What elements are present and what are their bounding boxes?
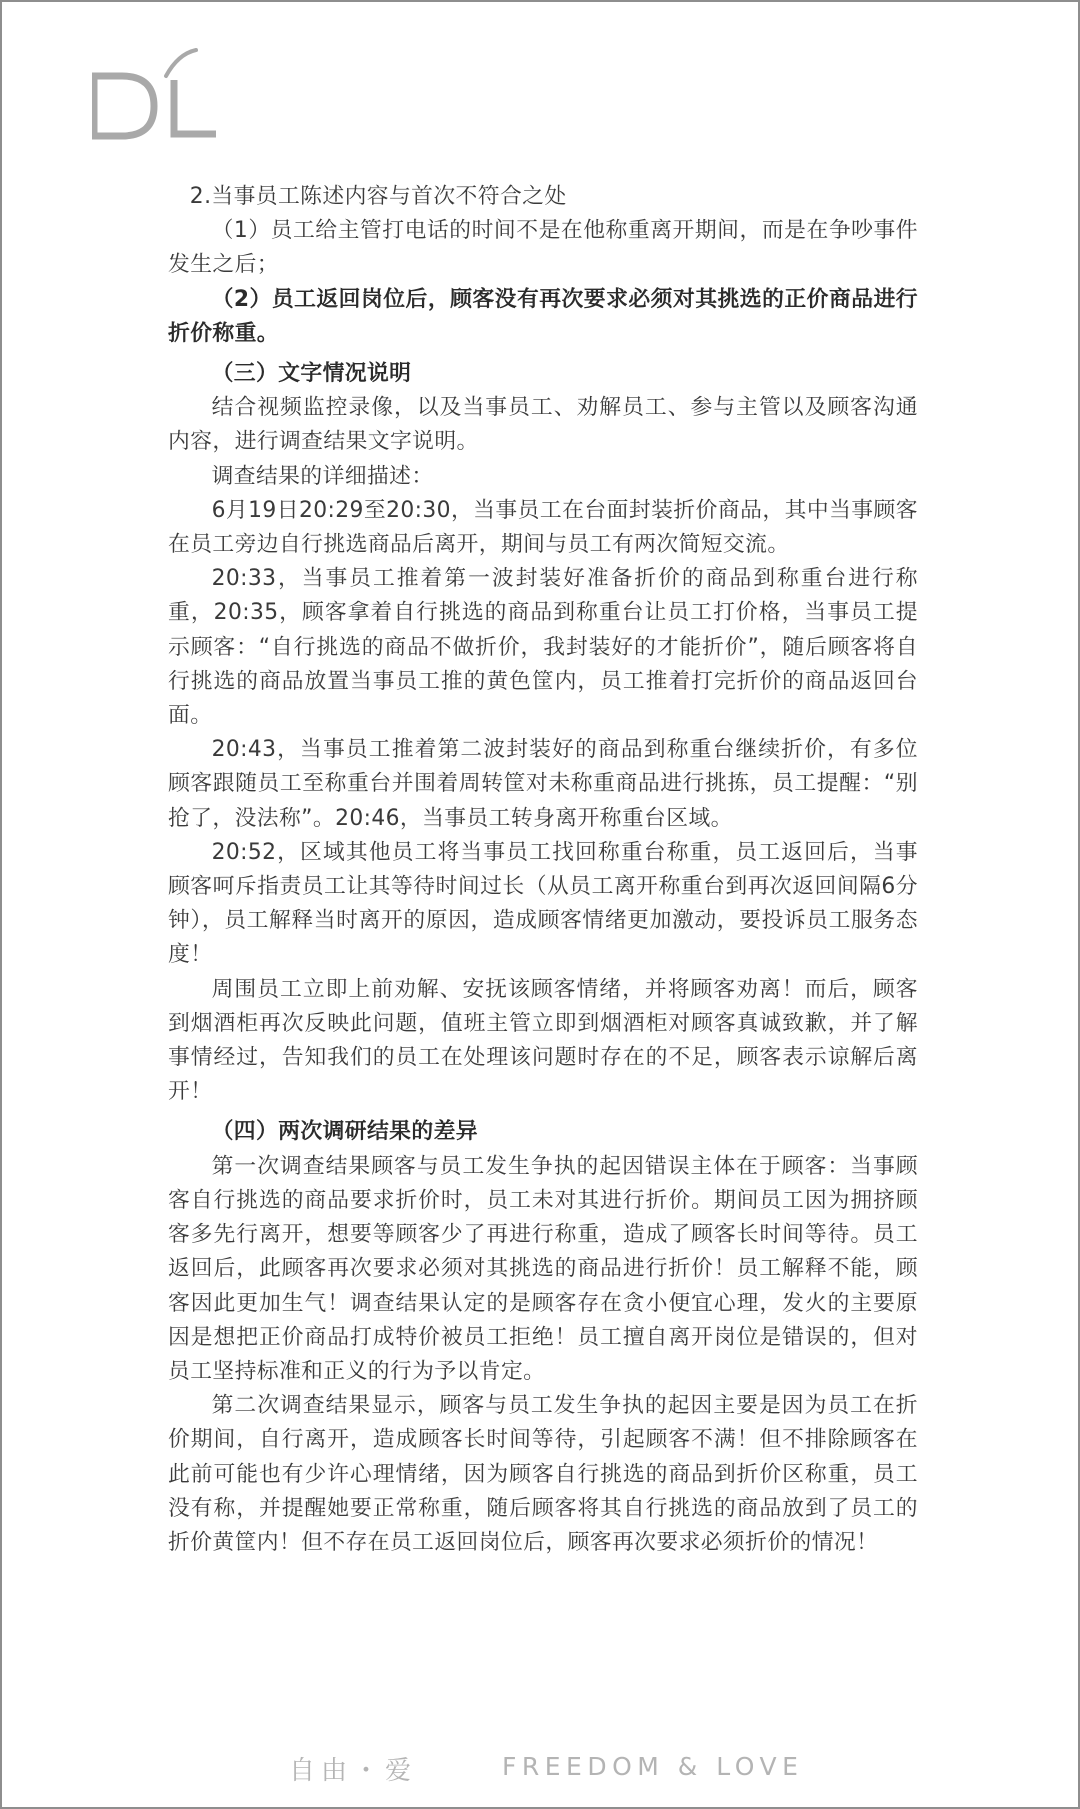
footer-english-slogan: FREEDOM & LOVE — [502, 1752, 804, 1781]
paragraph: 2.当事员工陈述内容与首次不符合之处 — [189, 184, 567, 209]
paragraph: 第二次调查结果显示，顾客与员工发生争执的起因主要是因为员工在折价期间，自行离开，造成顾客长时间等待，引起顾客不满！但不排除顾客在此前可能也有少许心理情绪，因为顾客自行挑选的商品到折价区称重，员工没有称，并提醒她要正常称重，随后顾客将其自行挑选的商品放到了员工的折价黄筐内！但不存在员工返回岗位后，顾客再次要求必须折价的情况！ — [168, 1393, 918, 1555]
footer-chinese-slogan: 自由・爱 — [289, 1756, 418, 1786]
paragraph: 20:52，区域其他员工将当事员工找回称重台称重，员工返回后，当事顾客呵斥指责员工让其等待时间过长（从员工离开称重台到再次返回间隔6分钟），员工解释当时离开的原因，造成顾客情绪更加激动，要投诉员工服务态度！ — [168, 839, 918, 968]
dl-monogram-icon — [92, 46, 222, 146]
paragraph: 20:43，当事员工推着第二波封装好的商品到称重台继续折价，有多位顾客跟随员工至称重台并围着周转筐对未称重商品进行挑拣，员工提醒：“别抢了，没法称”。20:46，当事员工转身离开称重台区域。 — [168, 737, 918, 831]
footer — [2, 1750, 1080, 1790]
paragraph: 调查结果的详细描述： — [211, 463, 434, 489]
paragraph: （2）员工返回岗位后，顾客没有再次要求必须对其挑选的正价商品进行折价称重。 — [168, 286, 918, 346]
paragraph: 20:33，当事员工推着第一波封装好准备折价的商品到称重台进行称重，20:35，顾客拿着自行挑选的商品到称重台让员工打价格，当事员工提示顾客：“自行挑选的商品不做折价，我封装好的才能折价”，随后顾客将自行挑选的商品放置当事员工推的黄色筐内，员工推着打完折价的商品返回台面。 — [168, 566, 918, 729]
paragraph: 结合视频监控录像，以及当事员工、劝解员工、参与主管以及顾客沟通内容，进行调查结果文字说明。 — [168, 395, 918, 455]
paragraph: 周围员工立即上前劝解、安抚该顾客情绪，并将顾客劝离！而后，顾客到烟酒柜再次反映此问题，值班主管立即到烟酒柜对顾客真诚致歉，并了解事情经过，告知我们的员工在处理该问题时存在的不足，顾客表示谅解后离开！ — [168, 976, 918, 1105]
document-body — [168, 180, 918, 1560]
paragraph: （1）员工给主管打电话的时间不是在他称重离开期间，而是在争吵事件发生之后； — [168, 218, 918, 278]
paragraph: 第一次调查结果顾客与员工发生争执的起因错误主体在于顾客：当事顾客自行挑选的商品要求折价时，员工未对其进行折价。期间员工因为拥挤顾客多先行离开，想要等顾客少了再进行称重，造成了顾客长时间等待。员工返回后，此顾客再次要求必须对其挑选的商品进行折价！员工解释不能，顾客因此更加生气！调查结果认定的是顾客存在贪小便宜心理，发火的主要原因是想把正价商品打成特价被员工拒绝！员工擅自离开岗位是错误的，但对员工坚持标准和正义的行为予以肯定。 — [168, 1153, 918, 1384]
dl-logo — [92, 46, 222, 146]
section-heading: （四）两次调研结果的差异 — [211, 1119, 478, 1145]
paragraph: 6月19日20:29至20:30，当事员工在台面封装折价商品，其中当事顾客在员工旁边自行挑选商品后离开，期间与员工有两次简短交流。 — [168, 497, 918, 558]
section-heading: （三）文字情况说明 — [211, 361, 412, 387]
